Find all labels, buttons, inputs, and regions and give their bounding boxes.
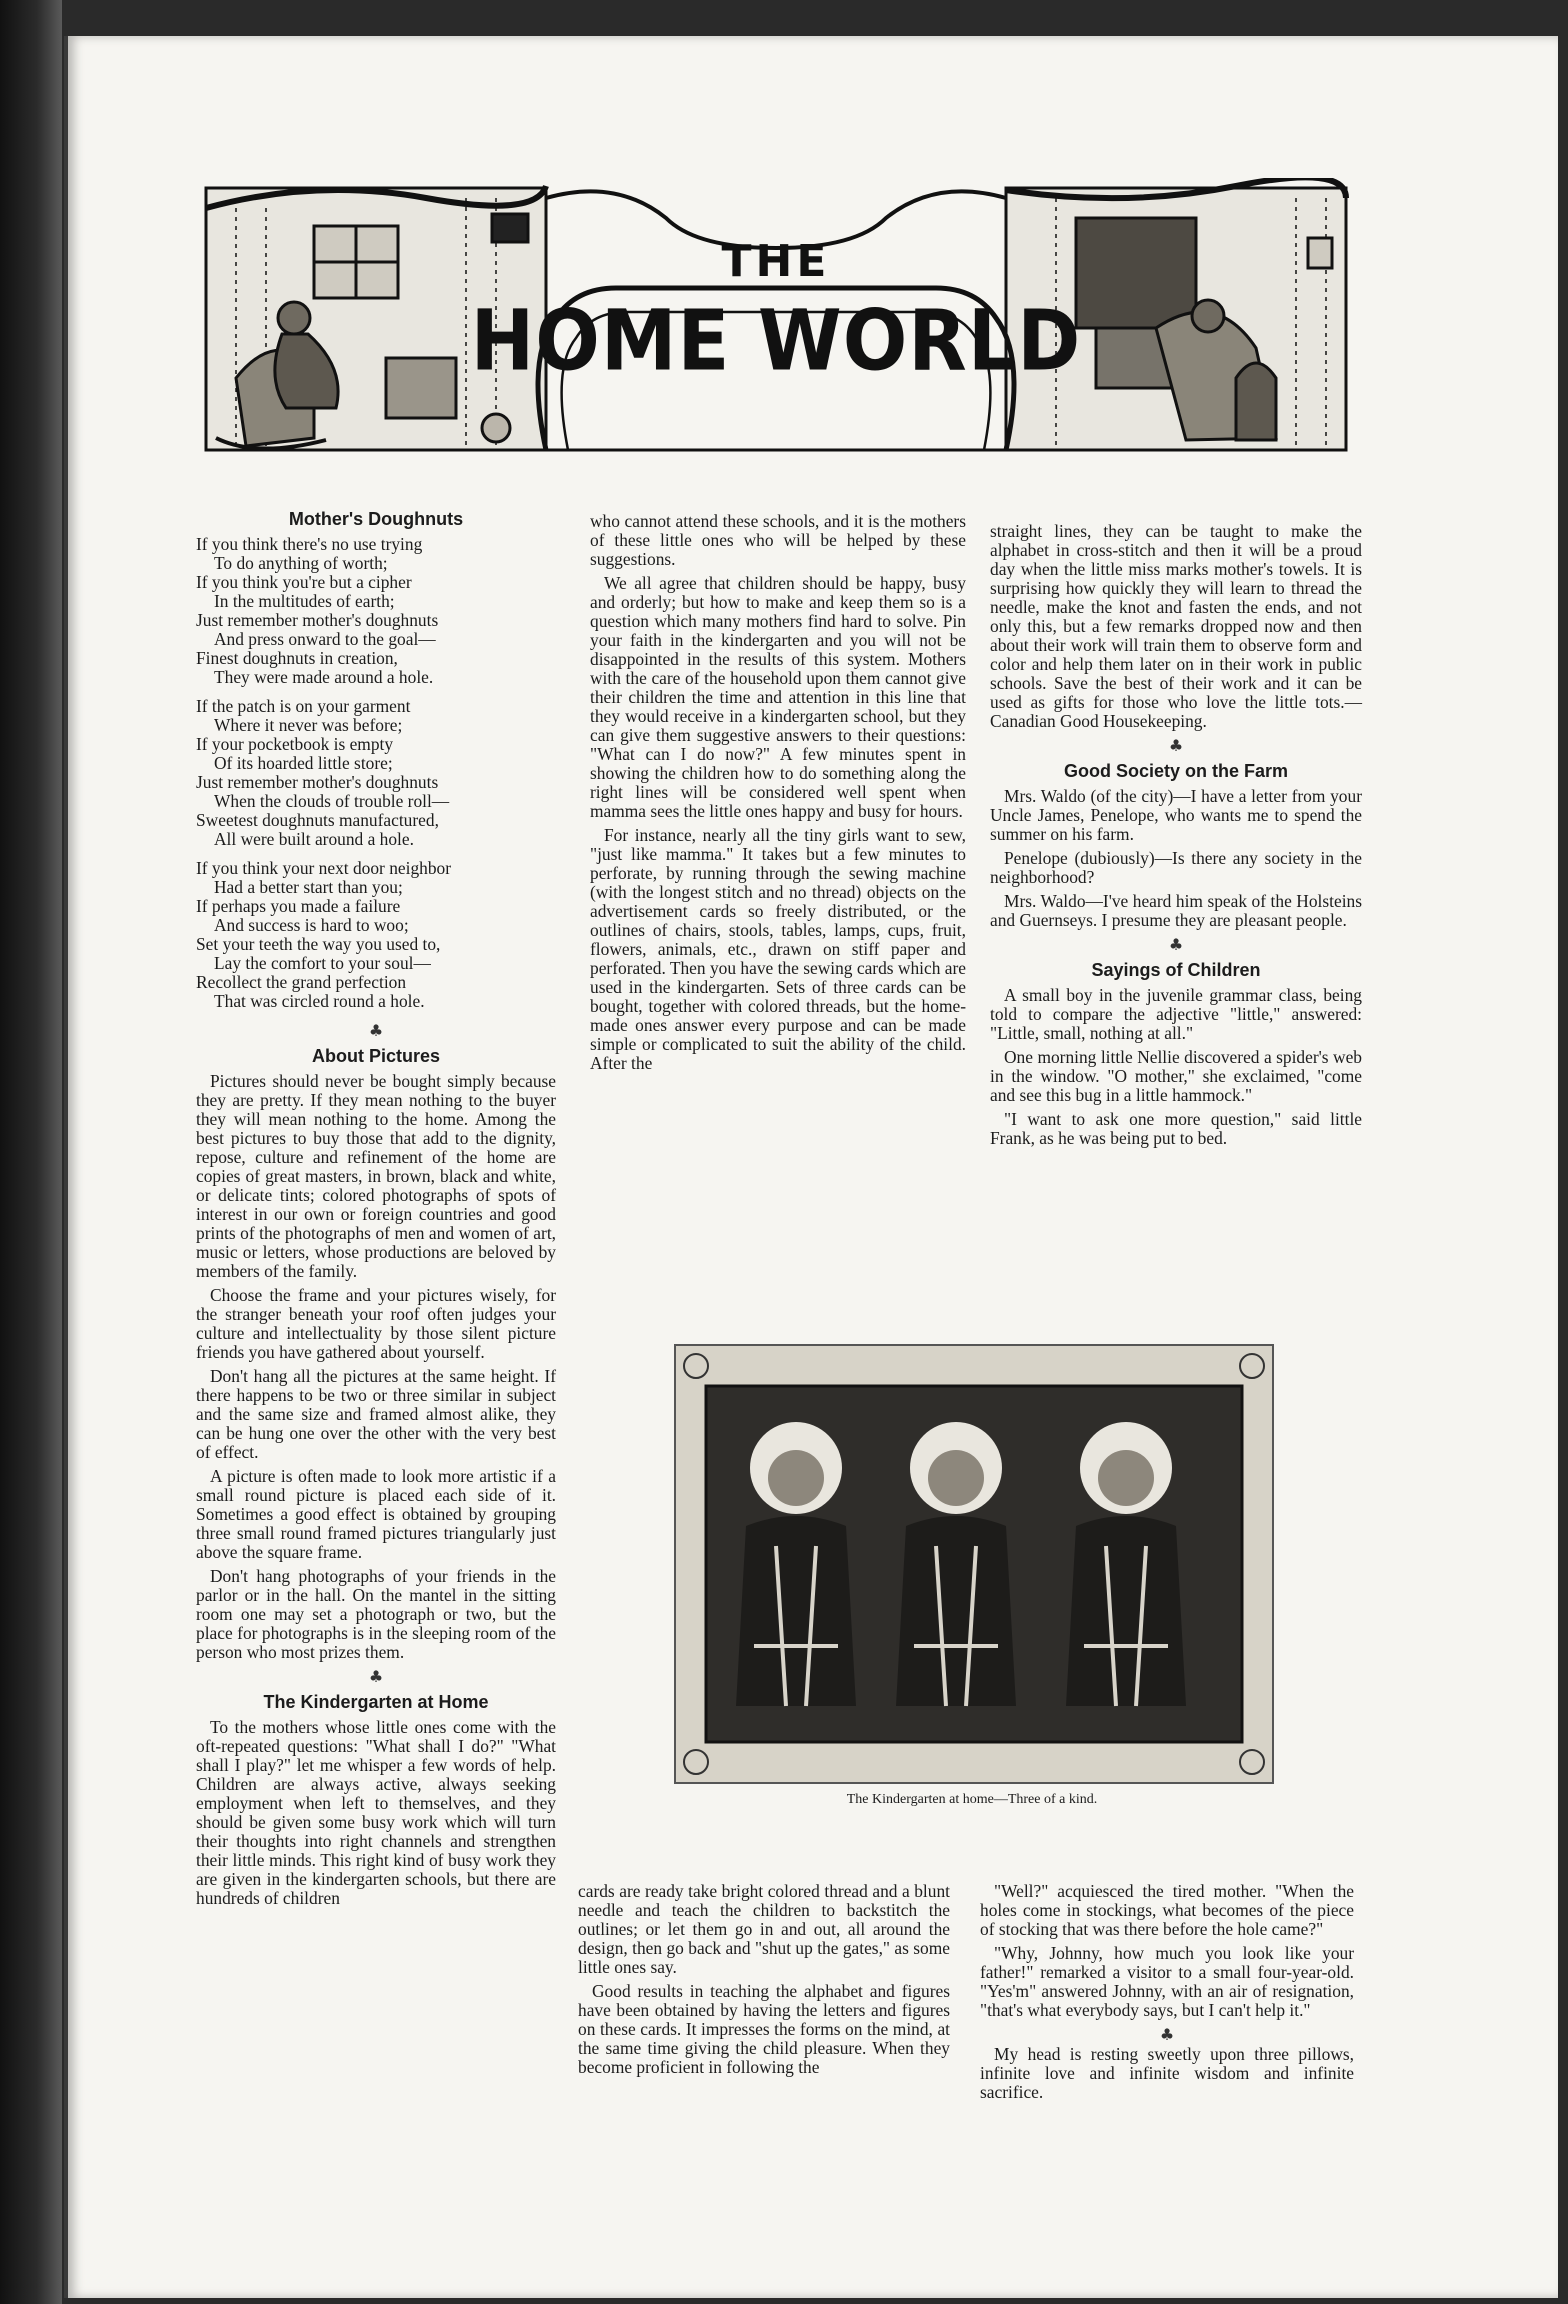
- paragraph: Penelope (dubiously)—Is there any society in the neighborhood?: [990, 848, 1362, 887]
- poem-line: Sweetest doughnuts manufactured,: [196, 810, 439, 830]
- poem-line: If perhaps you made a failure: [196, 896, 401, 916]
- paragraph: We all agree that children should be happy, busy and orderly; but how to make and keep them so is a question which many mothers find hard to solve. Pin your faith in the kindergarten and you will not be disappointed in the results of this system. Mothers with the care of the household upon them cannot give their children the time and attention in this line that they would receive in a kindergarten school, but they can give them suggestive answers to their questions: "What can I do now?" A few minutes spent in showing the children how to do something along the right lines will be considered well spent when mamma sees the little ones happy and busy for hours.: [590, 573, 966, 821]
- paragraph: One morning little Nellie discovered a spider's web in the window. "O mother," she exclaimed, "come and see this bug in a little hammock.": [990, 1047, 1362, 1105]
- masthead: [196, 178, 1356, 468]
- column-1: [196, 504, 556, 1913]
- poem-line: If your pocketbook is empty: [196, 734, 394, 754]
- society-title: Good Society on the Farm: [1063, 761, 1289, 781]
- masthead-title: HOME WORLD: [470, 291, 1082, 390]
- poem-line: Just remember mother's doughnuts: [196, 610, 439, 630]
- poem-stanza-3: [196, 859, 556, 1011]
- paragraph: "Well?" acquiesced the tired mother. "When the holes come in stockings, what becomes of the piece of stocking that was there before the hole came?": [980, 1881, 1354, 1939]
- paragraph: A picture is often made to look more artistic if a small round picture is placed each side of it. Sometimes a good effect is obtained by grouping three small round framed pictures triangularly just above the square frame.: [196, 1466, 556, 1562]
- paragraph: straight lines, they can be taught to make the alphabet in cross-stitch and then it will be a proud day when the little miss marks mother's towels. It is surprising how quickly they will learn to thread the needle, make the knot and fasten the ends, and not only this, but a few remarks dropped now and then about their work will train them to observe form and color and help them later on in their work in public schools. Save the best of their work and it can be used as gifts for those who love the little tots.—Canadian Good Housekeeping.: [990, 521, 1362, 731]
- poem-line: Had a better start than you;: [214, 877, 403, 897]
- paragraph: A small boy in the juvenile grammar class, being told to compare the adjective "little," answered: "Little, small, nothing at all.": [990, 985, 1362, 1043]
- ornament-icon: ♣: [368, 1667, 384, 1686]
- book-gutter: [0, 0, 62, 2304]
- poem-line: Lay the comfort to your soul—: [214, 953, 431, 973]
- poem-line: In the multitudes of earth;: [214, 591, 395, 611]
- photo-caption: The Kindergarten at home—Three of a kind.: [846, 1792, 1098, 1807]
- poem-line: And success is hard to woo;: [214, 915, 409, 935]
- paragraph: Mrs. Waldo (of the city)—I have a letter from your Uncle James, Penelope, who wants me to spend the summer on his farm.: [990, 786, 1362, 844]
- poem-title: Mother's Doughnuts: [288, 509, 464, 529]
- paragraph: Good results in teaching the alphabet and figures have been obtained by having the letters and figures on these cards. It impresses the forms on the mind, at the same time giving the child pleasure. When they become proficient in following the: [578, 1981, 950, 2077]
- poem-line: If you think you're but a cipher: [196, 572, 412, 592]
- poem-line: Just remember mother's doughnuts: [196, 772, 439, 792]
- sayings-title: Sayings of Children: [1091, 960, 1261, 980]
- paragraph: cards are ready take bright colored thread and a blunt needle and teach the children to backstitch the outlines; or let them go in and out, all around the design, then go back and "shut up the gates," as some little ones say.: [578, 1881, 950, 1977]
- paragraph: Pictures should never be bought simply because they are pretty. If they mean nothing to the buyer they will mean nothing to the home. Among the best pictures to buy those that add to the dignity, repose, culture and refinement of the home are copies of great masters, in brown, black and white, or delicate tints; colored photographs of spots of interest in our own or foreign countries and good prints of the photographs of men and women of art, music or letters, whose productions are beloved by members of the family.: [196, 1071, 556, 1281]
- paragraph: "Why, Johnny, how much you look like your father!" remarked a visitor to a small four-year-old. "Yes'm" answered Johnny, with an air of resignation, "that's what everybody says, but I can't help it.": [980, 1943, 1354, 2020]
- poem-line: Where it never was before;: [214, 715, 403, 735]
- column-2-top: [590, 512, 966, 1078]
- poem-line: If you think there's no use trying: [196, 534, 423, 554]
- poem-line: Of its hoarded little store;: [214, 753, 393, 773]
- paragraph: To the mothers whose little ones come with the oft-repeated questions: "What shall I do?" "What shall I play?" let me whisper a few words of help. Children are always active, always seeking employment when left to themselves, and they should be given some busy work which will turn their thoughts into right channels and strengthen their little minds. This right kind of busy work they are given in the kindergarten schools, but there are hundreds of children: [196, 1717, 556, 1908]
- poem-line: Recollect the grand perfection: [196, 972, 407, 992]
- poem-line: All were built around a hole.: [214, 829, 414, 849]
- poem-line: They were made around a hole.: [214, 667, 434, 687]
- poem-line: If the patch is on your garment: [196, 696, 411, 716]
- paragraph: For instance, nearly all the tiny girls want to sew, "just like mamma." It takes but a few minutes to perforate, by running through the sewing machine (with the longest stitch and no thread) objects on the advertisement cards so freely distributed, or the outlines of chairs, stools, tables, lamps, cups, fruit, flowers, animals, etc., drawn on stiff paper and perforated. Then you have the sewing cards which are used in the kindergarten. Sets of three cards can be bought, together with colored threads, but the home-made ones answer every purpose and can be made simple or complicated to suit the ability of the child. After the: [590, 825, 966, 1073]
- photo-image: [676, 1346, 1272, 1782]
- ornament-icon: ♣: [1168, 736, 1184, 755]
- poem-line: That was circled round a hole.: [214, 991, 425, 1011]
- paragraph: "I want to ask one more question," said little Frank, as he was being put to bed.: [990, 1109, 1362, 1148]
- poem-stanza-1: [196, 535, 556, 687]
- column-2-bottom: [578, 1882, 950, 2082]
- poem-line: And press onward to the goal—: [214, 629, 436, 649]
- poem-line: Finest doughnuts in creation,: [196, 648, 398, 668]
- poem-line: Set your teeth the way you used to,: [196, 934, 441, 954]
- poem-line: To do anything of worth;: [214, 553, 388, 573]
- poem-line: When the clouds of trouble roll—: [214, 791, 450, 811]
- masthead-the: THE: [721, 236, 831, 287]
- paragraph: Don't hang photographs of your friends in the parlor or in the hall. On the mantel in the sitting room one may set a photograph or two, but the place for photographs is in the sleeping room of the person who most prizes them.: [196, 1566, 556, 1662]
- paragraph: My head is resting sweetly upon three pillows, infinite love and infinite wisdom and infinite sacrifice.: [980, 2044, 1354, 2102]
- ornament-icon: ♣: [1168, 935, 1184, 954]
- kindergarten-photo: [674, 1344, 1274, 1784]
- ornament-icon: ♣: [1159, 2025, 1175, 2044]
- column-3-top: [990, 522, 1362, 1153]
- paragraph: Mrs. Waldo—I've heard him speak of the Holsteins and Guernseys. I presume they are pleasant people.: [990, 891, 1362, 930]
- kindergarten-title: The Kindergarten at Home: [263, 1692, 489, 1712]
- paragraph: Don't hang all the pictures at the same height. If there happens to be two or three similar in subject and the same size and framed almost alike, they can be hung one over the other with the very best of effect.: [196, 1366, 556, 1462]
- poem-line: If you think your next door neighbor: [196, 858, 452, 878]
- poem-stanza-2: [196, 697, 556, 849]
- column-3-bottom: [980, 1882, 1354, 2107]
- ornament-icon: ♣: [368, 1021, 384, 1040]
- paragraph: Choose the frame and your pictures wisely, for the stranger beneath your roof often judges your culture and intellectuality by those silent picture friends you have gathered about yourself.: [196, 1285, 556, 1362]
- pictures-title: About Pictures: [311, 1046, 440, 1066]
- paragraph: who cannot attend these schools, and it is the mothers of these little ones who will be helped by these suggestions.: [590, 511, 966, 569]
